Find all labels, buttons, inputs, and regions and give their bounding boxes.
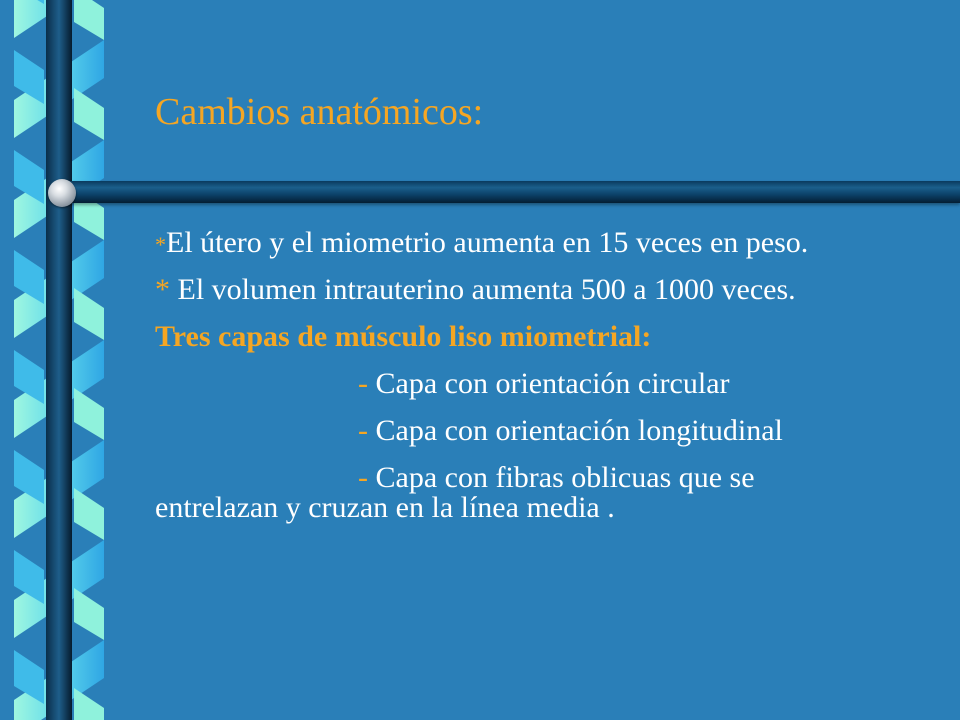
- bullet-marker: *: [155, 273, 170, 306]
- ribbon-strip: [74, 288, 104, 340]
- slide-title: Cambios anatómicos:: [155, 91, 484, 133]
- ribbon-strip: [74, 88, 104, 140]
- layer-item-circular: [155, 369, 875, 399]
- layer-item-longitudinal: [155, 416, 875, 446]
- section-heading: Tres capas de músculo liso miometrial:: [155, 320, 652, 353]
- bullet-marker: *: [155, 232, 166, 257]
- ribbon-strip: [74, 0, 104, 40]
- layer-item-oblique: [155, 463, 875, 523]
- ribbon-strip: [74, 388, 104, 440]
- bullet-paragraph-weight: [155, 228, 875, 258]
- dash-marker: -: [358, 414, 376, 447]
- ribbon-decoration: [0, 0, 110, 720]
- layer-text: Capa con orientación longitudinal: [375, 414, 783, 447]
- ribbon-strip: [74, 488, 104, 540]
- slide-body: [155, 228, 875, 540]
- sphere-knob-icon: [48, 179, 76, 207]
- ribbon-strip: [74, 588, 104, 640]
- layer-text: Capa con fibras oblicuas que se entrelazan y cruzan en la línea media .: [155, 461, 755, 524]
- horizontal-rule: [62, 181, 960, 203]
- paragraph-text: El útero y el miometrio aumenta en 15 veces en peso.: [166, 226, 809, 259]
- dash-marker: -: [358, 461, 376, 494]
- bullet-paragraph-volume: [155, 275, 875, 305]
- paragraph-text: El volumen intrauterino aumenta 500 a 1000 veces.: [170, 273, 796, 306]
- dash-marker: -: [358, 367, 376, 400]
- ribbon-strip: [74, 688, 104, 720]
- layer-text: Capa con orientación circular: [375, 367, 730, 400]
